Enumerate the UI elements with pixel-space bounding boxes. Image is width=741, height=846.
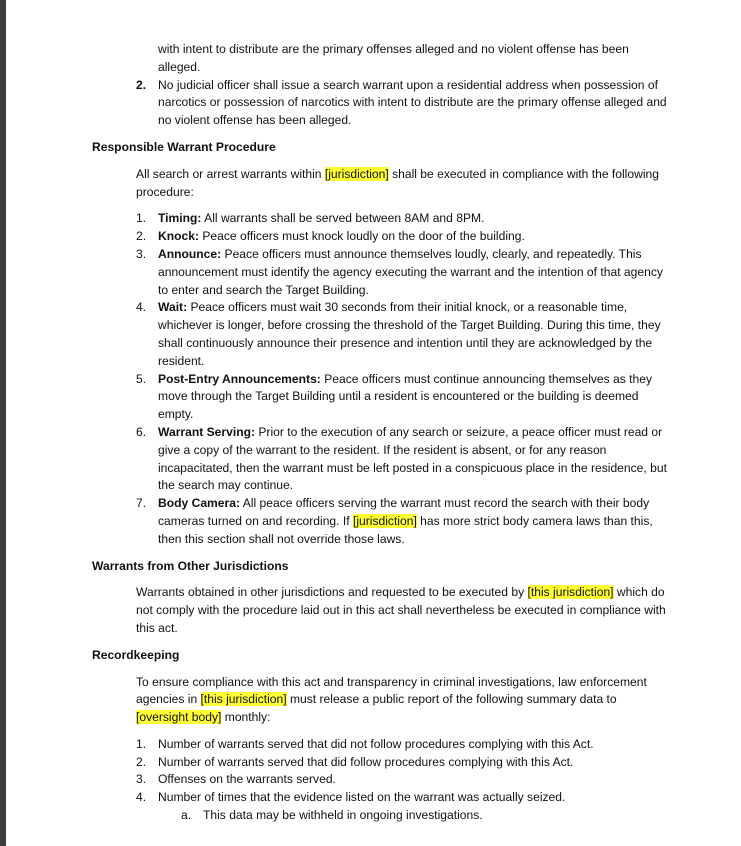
list-item: a. This data may be withheld in ongoing investigations. (181, 808, 483, 823)
recordkeeping-list (92, 736, 672, 807)
list-item: 3. Offenses on the warrants served. (136, 772, 336, 787)
section-heading-other-jurisdictions: Warrants from Other Jurisdictions (92, 558, 289, 573)
section-heading-warrant-procedure: Responsible Warrant Procedure (92, 139, 276, 154)
list-number: 2. (136, 77, 147, 92)
list-item: 6. Warrant Serving: Prior to the execution of any search or seizure, a peace officer must read or give a copy of the warrant to the resident. If the resident is absent, or for any reason incapacitated, then the warrant must be left posted in a conspicuous place in the residence, but the search may continue. (136, 424, 667, 493)
section-paragraph: All search or arrest warrants within [jurisdiction] shall be executed in compliance with the following procedure: (136, 166, 659, 199)
list-item: 1. Number of warrants served that did not follow procedures complying with this Act. (136, 736, 594, 751)
highlight-placeholder: [jurisdiction] (324, 166, 389, 181)
list-item: 2. Knock: Peace officers must knock loudly on the door of the building. (136, 229, 525, 244)
list-item (92, 77, 672, 130)
document-page (92, 0, 672, 825)
list-item: 5. Post-Entry Announcements: Peace officers must continue announcing themselves as they move through the Target Building until a resident is encountered or the building is deemed empty. (136, 371, 653, 422)
list-item: 7. Body Camera: All peace officers serving the warrant must record the search with their body cameras turned on and recording. If [jurisdiction] has more strict body camera laws than this, then this section shall not override those laws. (136, 496, 653, 546)
recordkeeping-sublist (92, 807, 672, 825)
highlight-placeholder: [this jurisdiction] (200, 692, 287, 707)
highlight-placeholder: [this jurisdiction] (527, 585, 614, 600)
section-paragraph: To ensure compliance with this act and transparency in criminal investigations, law enforcement agencies in [this jurisdiction] must release a public report of the following summary data to [oversight body] monthly: (136, 674, 647, 725)
list-item-text: No judicial officer shall issue a search warrant upon a residential address when possession of narcotics or possession of narcotics with intent to distribute are the primary offense alleged and no violent offense has been alleged. (158, 77, 667, 128)
list-item-continuation: with intent to distribute are the primary offenses alleged and no violent offense has been alleged. (158, 42, 629, 74)
highlight-placeholder: [oversight body] (136, 710, 222, 725)
section-heading-recordkeeping: Recordkeeping (92, 647, 180, 662)
section-paragraph: Warrants obtained in other jurisdictions and requested to be executed by [this jurisdiction] which do not comply with the procedure laid out in this act shall nevertheless be executed in compliance with this act. (136, 585, 666, 635)
viewer-left-edge (0, 0, 6, 846)
list-item: 1. Timing: All warrants shall be served between 8AM and 8PM. (136, 211, 485, 226)
procedure-list (92, 210, 672, 548)
prohibitions-list (92, 77, 672, 130)
list-item: 4. Number of times that the evidence listed on the warrant was actually seized. (136, 790, 566, 805)
list-item: 2. Number of warrants served that did follow procedures complying with this Act. (136, 754, 574, 769)
highlight-placeholder: [jurisdiction] (352, 513, 417, 528)
list-item: 3. Announce: Peace officers must announce themselves loudly, clearly, and repeatedly. This announcement must identify the agency executing the warrant and the intention of that agency to enter and search the Target Building. (136, 246, 663, 297)
list-item: 4. Wait: Peace officers must wait 30 seconds from their initial knock, or a reasonable time, whichever is longer, before crossing the threshold of the Target Building. During this time, they shall continuously announce their presence and intention until they are acknowledged by the resident. (136, 300, 661, 368)
